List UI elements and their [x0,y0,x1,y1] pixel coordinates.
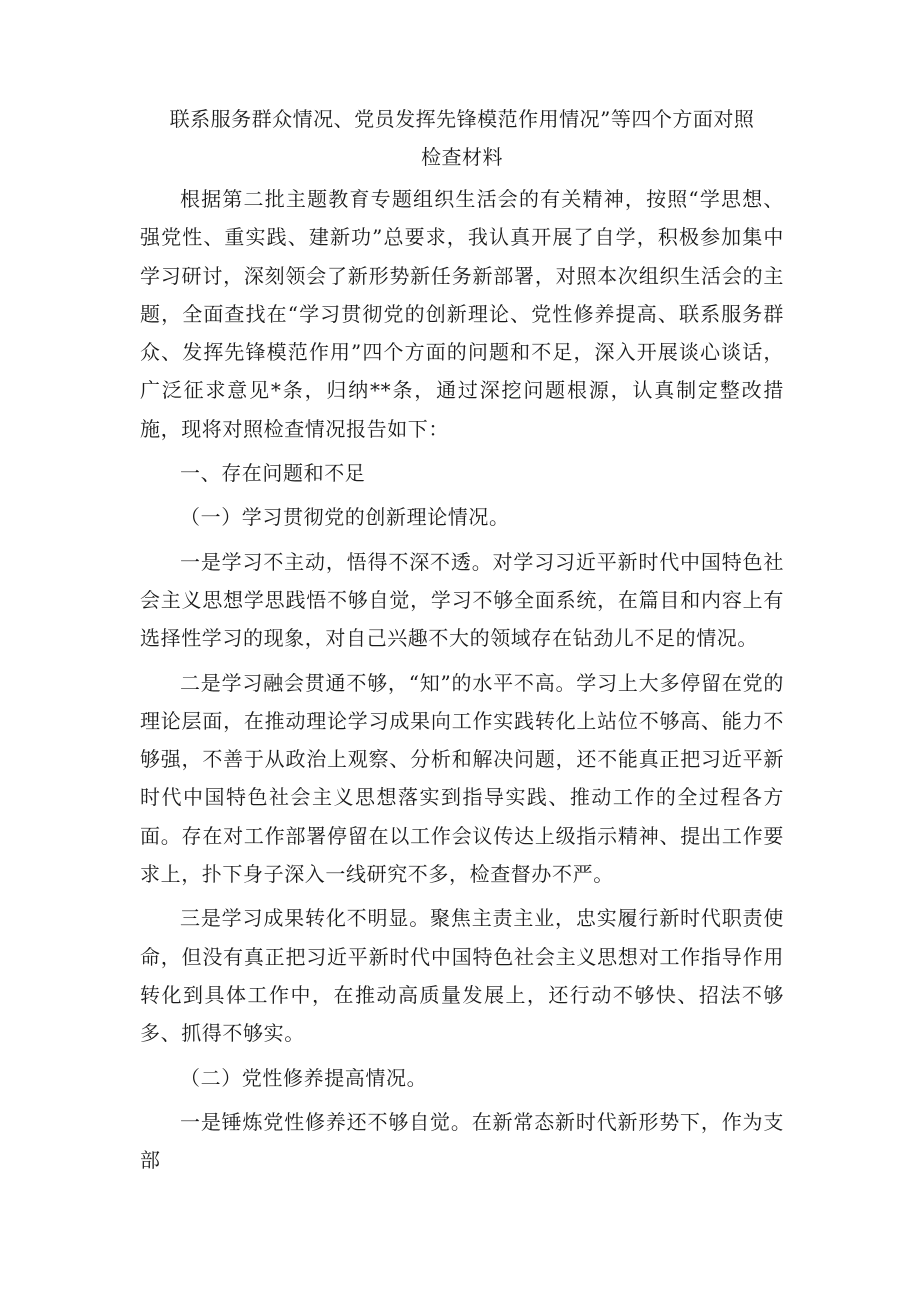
subsection-heading-theory: （一）学习贯彻党的创新理论情况。 [180,505,510,530]
intro-paragraph: 根据第二批主题教育专题组织生活会的有关精神，按照“学思想、强党性、重实践、建新功”总要求，我认真开展了自学，积极参加集中学习研讨，深刻领会了新形势新任务新部署，对照本次组织生活会的主题，全面查找在“学习贯彻党的创新理论、党性修养提高、联系服务群众、发挥先锋模范作用”四个方面的问题和不足，深入开展谈心谈话，广泛征求意见*条，归纳**条，通过深挖问题根源，认真制定整改措施，现将对照检查情况报告如下： [140,187,784,441]
point-paragraph-3: 三是学习成果转化不明显。聚焦主责主业，忠实履行新时代职责使命，但没有真正把习近平新时代中国特色社会主义思想对工作指导作用转化到具体工作中，在推动高质量发展上，还行动不够快、招法不够多、抓得不够实。 [140,906,784,1046]
document-title-line-2: 检查材料 [421,145,503,169]
point-paragraph-2: 二是学习融会贯通不够，“知”的水平不高。学习上大多停留在党的理论层面，在推动理论学习成果向工作实践转化上站位不够高、能力不够强，不善于从政治上观察、分析和解决问题，还不能真正把习近平新时代中国特色社会主义思想落实到指导实践、推动工作的全过程各方面。存在对工作部署停留在以工作会议传达上级指示精神、提出工作要求上，扑下身子深入一线研究不多，检查督办不严。 [140,670,784,887]
subsection-heading-party-spirit: （二）党性修养提高情况。 [180,1065,428,1090]
point-paragraph-4: 一是锤炼党性修养还不够自觉。在新常态新时代新形势下，作为支部 [140,1109,784,1173]
document-page [140,100,784,1179]
document-title-line-1: 联系服务群众情况、党员发挥先锋模范作用情况”等四个方面对照 [169,107,755,131]
point-paragraph-1: 一是学习不主动，悟得不深不透。对学习习近平新时代中国特色社会主义思想学思践悟不够自觉，学习不够全面系统，在篇目和内容上有选择性学习的现象，对自己兴趣不大的领域存在钻劲儿不足的情况。 [140,549,784,651]
section-heading-problems: 一、存在问题和不足 [180,461,366,486]
